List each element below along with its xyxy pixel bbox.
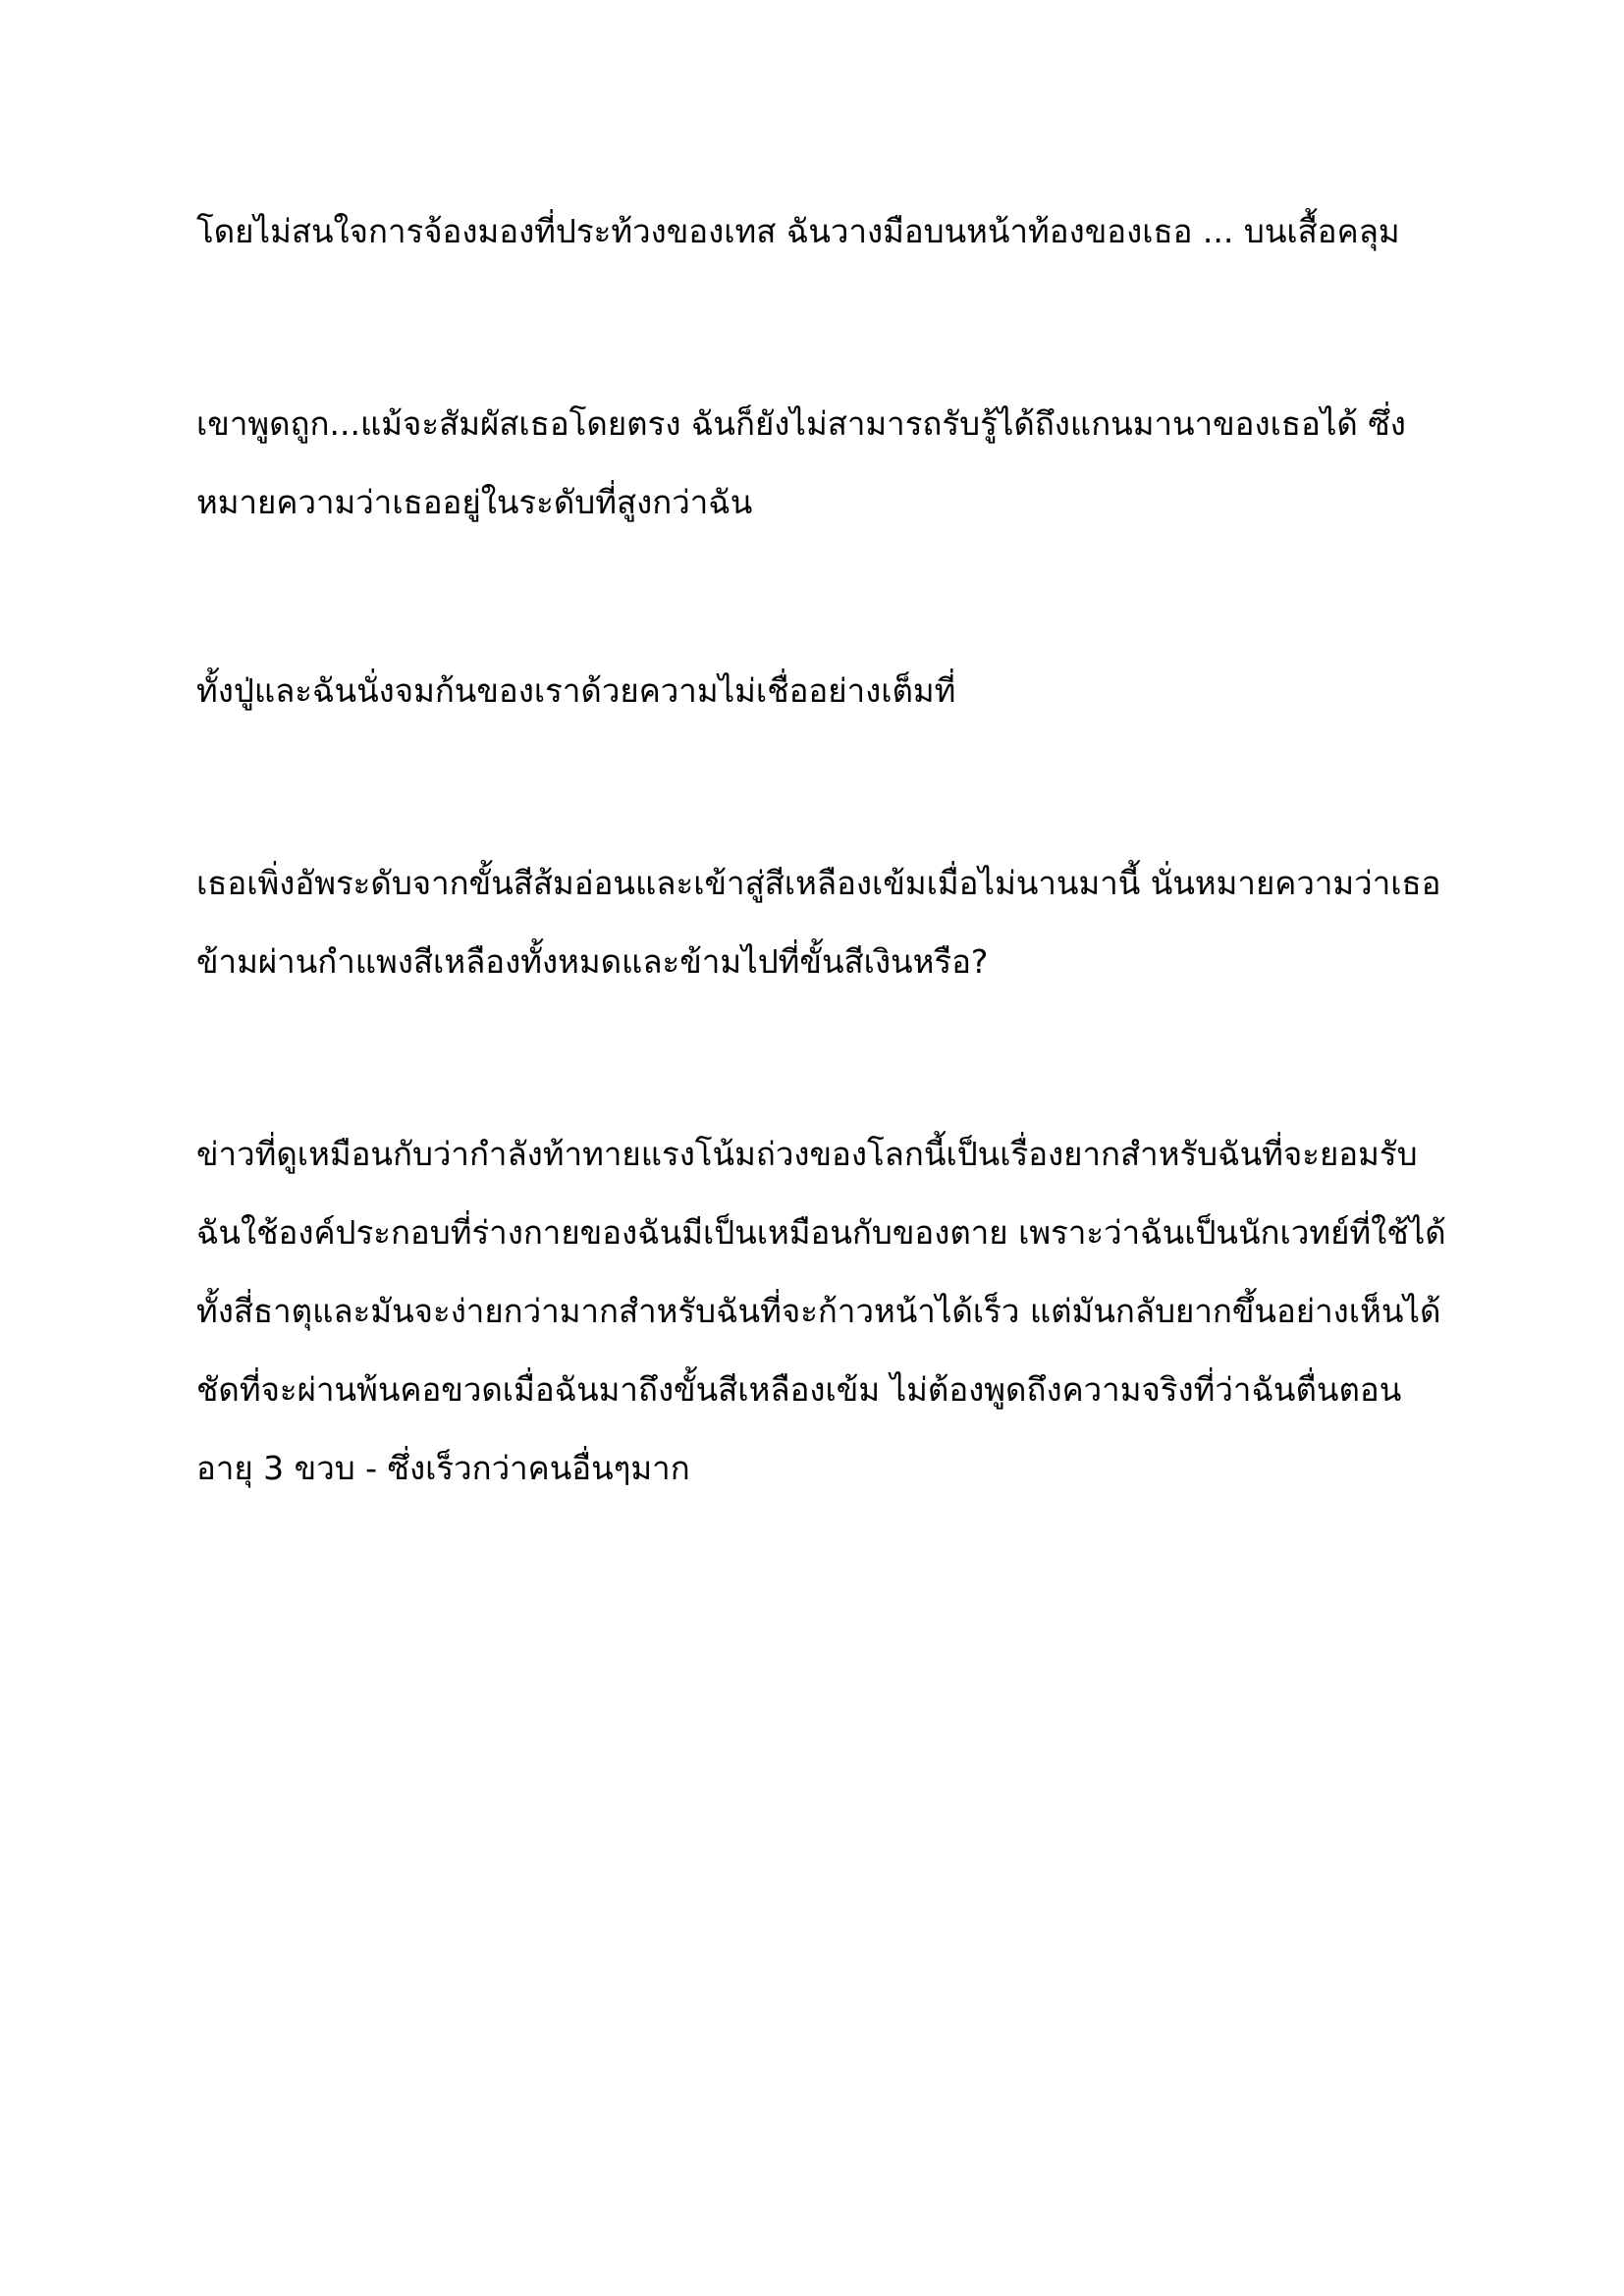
paragraph-3: ทั้งปู่และฉันนั่งจมก้นของเราด้วยความไม่เชื่ออย่างเต็มที่ [196, 671, 956, 710]
document-body [196, 192, 1453, 1508]
paragraph-5: ข่าวที่ดูเหมือนกับว่ากำลังท้าทายแรงโน้มถ่วงของโลกนี้เป็นเรื่องยากสำหรับฉันที่จะยอมรับ ฉันใช้องค์ประกอบที่ร่างกายของฉันมีเป็นเหมือนกับของตาย เพราะว่าฉันเป็นนักเวทย์ที่ใช้ได้ทั้งสี่ธาตุและมันจะง่ายกว่ามากสำหรับฉันที่จะก้าวหน้าได้เร็ว แต่มันกลับยากขึ้นอย่างเห็นได้ชัดที่จะผ่านพ้นคอขวดเมื่อฉันมาถึงขั้นสีเหลืองเข้ม ไม่ต้องพูดถึงความจริงที่ว่าฉันตื่นตอนอายุ 3 ขวบ - ซึ่งเร็วกว่าคนอื่นๆมาก [196, 1135, 1446, 1487]
paragraph-2: เขาพูดถูก...แม้จะสัมผัสเธอโดยตรง ฉันก็ยังไม่สามารถรับรู้ได้ถึงแกนมานาของเธอได้ ซึ่งหมายความว่าเธออยู่ในระดับที่สูงกว่าฉัน [196, 404, 1406, 521]
paragraph-4: เธอเพิ่งอัพระดับจากขั้นสีส้มอ่อนและเข้าสู่สีเหลืองเข้มเมื่อไม่นานมานี้ นั่นหมายความว่าเธอข้ามผ่านกำแพงสีเหลืองทั้งหมดและข้ามไปที่ขั้นสีเงินหรือ? [196, 864, 1441, 981]
paragraph-1: โดยไม่สนใจการจ้องมองที่ประท้วงของเทส ฉันวางมือบนหน้าท้องของเธอ ... บนเสื้อคลุม [196, 212, 1400, 250]
